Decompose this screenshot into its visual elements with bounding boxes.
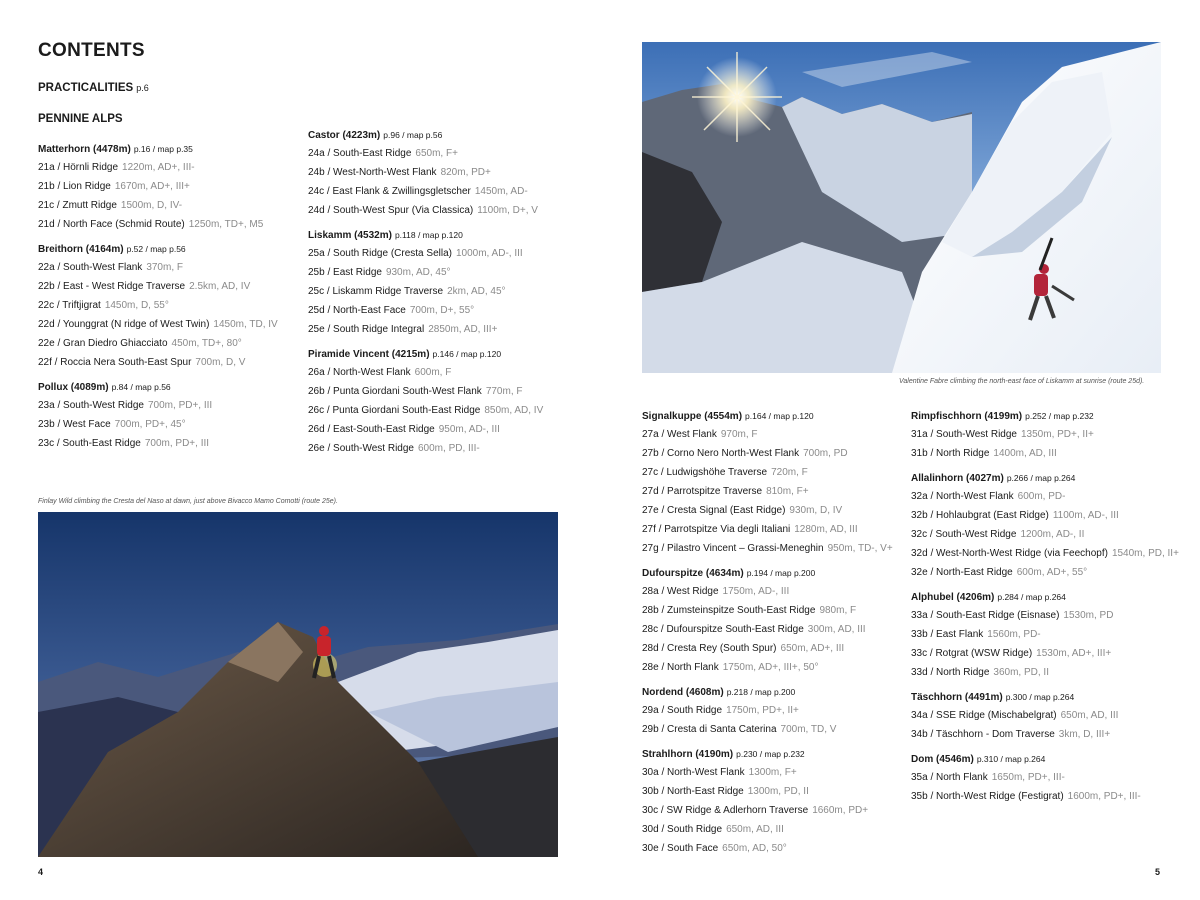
route-detail: 2850m, AD, III+ — [428, 324, 498, 335]
route-entry[interactable] — [38, 217, 278, 232]
route-name: 28e / North Flank — [642, 662, 719, 673]
route-detail: 720m, F — [771, 467, 808, 478]
route-entry[interactable] — [642, 822, 893, 837]
route-detail: 600m, AD+, 55° — [1016, 567, 1088, 578]
route-entry[interactable] — [38, 160, 278, 175]
route-name: 26d / East-South-East Ridge — [308, 424, 435, 435]
mountain-group — [308, 229, 543, 337]
route-name: 22e / Gran Diedro Ghiacciato — [38, 338, 168, 349]
route-name: 21b / Lion Ridge — [38, 181, 111, 192]
mountain-name: Matterhorn (4478m) — [38, 144, 131, 155]
route-entry[interactable] — [911, 770, 1179, 785]
route-entry[interactable] — [642, 603, 893, 618]
route-entry[interactable] — [642, 465, 893, 480]
mountain-name: Täschhorn (4491m) — [911, 692, 1003, 703]
mountain-heading[interactable] — [308, 229, 543, 242]
route-name: 28d / Cresta Rey (South Spur) — [642, 643, 777, 654]
route-detail: 600m, PD- — [1017, 491, 1066, 502]
photo-caption-right: Valentine Fabre climbing the north-east face of Liskamm at sunrise (route 25d). — [899, 378, 1145, 385]
mountain-heading[interactable] — [642, 686, 893, 699]
mountain-name: Rimpfischhorn (4199m) — [911, 411, 1023, 422]
route-entry[interactable] — [911, 427, 1179, 442]
mountain-pages: p.284 / map p.264 — [997, 592, 1066, 602]
route-entry[interactable] — [911, 489, 1179, 504]
route-entry[interactable] — [38, 417, 278, 432]
route-detail: 1750m, PD+, II+ — [726, 705, 799, 716]
route-name: 30a / North-West Flank — [642, 767, 745, 778]
route-entry[interactable] — [911, 665, 1179, 680]
route-entry[interactable] — [911, 527, 1179, 542]
mountain-group — [642, 748, 893, 856]
route-entry[interactable] — [642, 803, 893, 818]
route-detail: 370m, F — [146, 262, 183, 273]
route-name: 21c / Zmutt Ridge — [38, 200, 117, 211]
route-name: 29b / Cresta di Santa Caterina — [642, 724, 777, 735]
route-detail: 1650m, PD+, III- — [991, 772, 1065, 783]
mountain-name: Nordend (4608m) — [642, 687, 724, 698]
mountain-group — [911, 472, 1179, 580]
route-name: 25e / South Ridge Integral — [308, 324, 425, 335]
route-entry[interactable] — [308, 165, 543, 180]
route-detail: 1530m, PD — [1063, 610, 1114, 621]
mountain-group — [38, 243, 278, 370]
route-name: 28b / Zumsteinspitze South-East Ridge — [642, 605, 816, 616]
mountain-pages: p.194 / map p.200 — [746, 568, 816, 578]
route-entry[interactable] — [642, 641, 893, 656]
route-name: 23c / South-East Ridge — [38, 438, 141, 449]
route-detail: 930m, D, IV — [789, 505, 843, 516]
route-detail: 700m, D, V — [195, 357, 246, 368]
route-detail: 970m, F — [720, 429, 758, 440]
mountain-name: Breithorn (4164m) — [38, 244, 124, 255]
route-name: 34b / Täschhorn - Dom Traverse — [911, 729, 1055, 740]
route-detail: 600m, PD, III- — [418, 443, 480, 454]
mountain-group — [38, 143, 278, 232]
mountain-group — [911, 410, 1179, 461]
mountain-heading[interactable] — [308, 129, 543, 142]
route-entry[interactable] — [308, 303, 543, 318]
mountain-group — [642, 567, 893, 675]
contents-column-3 — [642, 410, 893, 867]
mountain-group — [38, 381, 278, 451]
route-name: 24a / South-East Ridge — [308, 148, 412, 159]
mountain-group — [911, 753, 1179, 804]
route-name: 30e / South Face — [642, 843, 719, 854]
route-detail: 1540m, PD, II+ — [1111, 548, 1179, 559]
practicalities-heading[interactable] — [38, 82, 149, 94]
route-entry[interactable] — [38, 260, 278, 275]
page-number-left: 4 — [38, 867, 44, 877]
mountain-group — [308, 348, 543, 456]
route-detail: 1500m, D, IV- — [120, 200, 183, 211]
route-entry[interactable] — [308, 146, 543, 161]
route-detail: 700m, PD — [803, 448, 848, 459]
route-detail: 950m, TD-, V+ — [827, 543, 893, 554]
route-name: 35b / North-West Ridge (Festigrat) — [911, 791, 1064, 802]
route-detail: 1200m, AD-, II — [1020, 529, 1085, 540]
route-name: 21a / Hörnli Ridge — [38, 162, 119, 173]
liskamm-sunrise-illustration — [642, 42, 1161, 373]
route-detail: 850m, AD, IV — [484, 405, 544, 416]
route-entry[interactable] — [911, 546, 1179, 561]
mountain-name: Alphubel (4206m) — [911, 592, 995, 603]
liskamm-sunrise-photo — [642, 42, 1161, 373]
route-detail: 1450m, TD, IV — [213, 319, 278, 330]
route-name: 33a / South-East Ridge (Eisnase) — [911, 610, 1060, 621]
route-entry[interactable] — [642, 541, 893, 556]
route-name: 22a / South-West Flank — [38, 262, 143, 273]
practicalities-label: PRACTICALITIES — [38, 82, 134, 94]
route-name: 27c / Ludwigshöhe Traverse — [642, 467, 768, 478]
route-entry[interactable] — [911, 708, 1179, 723]
climber-dawn-illustration — [38, 512, 558, 857]
mountain-group — [308, 129, 543, 218]
route-detail: 1560m, PD- — [987, 629, 1041, 640]
route-entry[interactable] — [642, 446, 893, 461]
mountain-heading[interactable] — [308, 348, 543, 361]
route-detail: 1670m, AD+, III+ — [114, 181, 190, 192]
route-detail: 1300m, F+ — [748, 767, 797, 778]
route-detail: 1450m, AD- — [474, 186, 528, 197]
practicalities-page: p.6 — [136, 83, 149, 93]
route-name: 33b / East Flank — [911, 629, 984, 640]
route-detail: 700m, PD+, III — [148, 400, 213, 411]
route-entry[interactable] — [308, 284, 543, 299]
route-detail: 1100m, D+, V — [477, 205, 538, 216]
route-detail: 820m, PD+ — [440, 167, 491, 178]
route-name: 29a / South Ridge — [642, 705, 723, 716]
mountain-pages: p.164 / map p.120 — [745, 411, 814, 421]
mountain-name: Strahlhorn (4190m) — [642, 749, 734, 760]
route-entry[interactable] — [308, 403, 543, 418]
contents-column-2 — [308, 129, 543, 467]
route-detail: 2km, AD, 45° — [447, 286, 506, 297]
route-detail: 650m, AD, III — [1060, 710, 1119, 721]
mountain-pages: p.252 / map p.232 — [1025, 411, 1094, 421]
route-detail: 1750m, AD+, III+, 50° — [722, 662, 819, 673]
route-entry[interactable] — [642, 503, 893, 518]
route-detail: 650m, AD+, III — [780, 643, 845, 654]
mountain-name: Piramide Vincent (4215m) — [308, 349, 430, 360]
route-detail: 810m, F+ — [766, 486, 809, 497]
route-entry[interactable] — [642, 484, 893, 499]
route-name: 21d / North Face (Schmid Route) — [38, 219, 185, 230]
route-entry[interactable] — [38, 298, 278, 313]
route-detail: 1750m, AD-, III — [722, 586, 790, 597]
route-entry[interactable] — [308, 441, 543, 456]
route-detail: 700m, PD+, III — [144, 438, 210, 449]
route-entry[interactable] — [642, 522, 893, 537]
route-name: 34a / SSE Ridge (Mischabelgrat) — [911, 710, 1057, 721]
route-entry[interactable] — [642, 703, 893, 718]
mountain-pages: p.146 / map p.120 — [432, 349, 502, 359]
route-name: 33d / North Ridge — [911, 667, 990, 678]
route-detail: 930m, AD, 45° — [385, 267, 451, 278]
route-entry[interactable] — [911, 627, 1179, 642]
mountain-pages: p.230 / map p.232 — [736, 749, 805, 759]
route-name: 27e / Cresta Signal (East Ridge) — [642, 505, 786, 516]
route-entry[interactable] — [38, 336, 278, 351]
route-detail: 300m, AD, III — [807, 624, 866, 635]
page-number-right: 5 — [1155, 867, 1161, 877]
route-name: 30c / SW Ridge & Adlerhorn Traverse — [642, 805, 809, 816]
mountain-name: Castor (4223m) — [308, 130, 381, 141]
route-name: 30b / North-East Ridge — [642, 786, 744, 797]
route-name: 31a / South-West Ridge — [911, 429, 1017, 440]
route-entry[interactable] — [308, 365, 543, 380]
route-name: 23a / South-West Ridge — [38, 400, 144, 411]
route-detail: 980m, F — [819, 605, 857, 616]
route-entry[interactable] — [38, 179, 278, 194]
route-detail: 1450m, D, 55° — [104, 300, 169, 311]
route-name: 22f / Roccia Nera South-East Spur — [38, 357, 192, 368]
route-entry[interactable] — [911, 727, 1179, 742]
mountain-pages: p.52 / map p.56 — [126, 244, 186, 254]
mountain-pages: p.218 / map p.200 — [726, 687, 796, 697]
route-name: 25d / North-East Face — [308, 305, 406, 316]
route-entry[interactable] — [911, 508, 1179, 523]
route-name: 27a / West Flank — [642, 429, 717, 440]
mountain-heading[interactable] — [38, 143, 278, 156]
climber-dawn-photo — [38, 512, 558, 857]
route-detail: 1530m, AD+, III+ — [1036, 648, 1112, 659]
mountain-heading[interactable] — [38, 381, 278, 394]
route-name: 31b / North Ridge — [911, 448, 990, 459]
mountain-group — [911, 691, 1179, 742]
route-detail: 3km, D, III+ — [1058, 729, 1111, 740]
route-entry[interactable] — [308, 322, 543, 337]
mountain-group — [642, 686, 893, 737]
route-detail: 700m, D+, 55° — [409, 305, 475, 316]
mountain-pages: p.266 / map p.264 — [1006, 473, 1076, 483]
route-detail: 600m, F — [414, 367, 452, 378]
route-name: 23b / West Face — [38, 419, 111, 430]
mountain-name: Pollux (4089m) — [38, 382, 109, 393]
mountain-group — [911, 591, 1179, 680]
mountain-heading[interactable] — [642, 567, 893, 580]
route-name: 32b / Hohlaubgrat (East Ridge) — [911, 510, 1049, 521]
mountain-heading[interactable] — [642, 410, 893, 423]
route-detail: 650m, AD, 50° — [722, 843, 787, 854]
route-name: 32e / North-East Ridge — [911, 567, 1013, 578]
route-name: 25c / Liskamm Ridge Traverse — [308, 286, 444, 297]
route-name: 28c / Dufourspitze South-East Ridge — [642, 624, 804, 635]
route-detail: 360m, PD, II — [993, 667, 1049, 678]
route-entry[interactable] — [911, 789, 1179, 804]
photo-caption-left: Finlay Wild climbing the Cresta del Naso at dawn, just above Bivacco Mamo Comotti (route 25e). — [38, 498, 338, 505]
route-detail: 1280m, AD, III — [794, 524, 858, 535]
mountain-name: Liskamm (4532m) — [308, 230, 392, 241]
mountain-heading[interactable] — [911, 591, 1179, 604]
route-detail: 1100m, AD-, III — [1052, 510, 1119, 521]
mountain-heading[interactable] — [642, 748, 893, 761]
route-entry[interactable] — [642, 841, 893, 856]
route-name: 32d / West-North-West Ridge (via Feechopf) — [911, 548, 1108, 559]
route-name: 22c / Triftjigrat — [38, 300, 101, 311]
route-detail: 700m, PD+, 45° — [114, 419, 186, 430]
mountain-name: Signalkuppe (4554m) — [642, 411, 743, 422]
route-name: 24d / South-West Spur (Via Classica) — [308, 205, 474, 216]
contents-column-1 — [38, 143, 278, 462]
route-name: 35a / North Flank — [911, 772, 988, 783]
route-name: 25b / East Ridge — [308, 267, 382, 278]
route-entry[interactable] — [308, 203, 543, 218]
route-entry[interactable] — [642, 584, 893, 599]
route-name: 27f / Parrotspitze Via degli Italiani — [642, 524, 791, 535]
route-entry[interactable] — [911, 608, 1179, 623]
route-name: 27g / Pilastro Vincent – Grassi-Meneghin — [642, 543, 824, 554]
route-entry[interactable] — [308, 184, 543, 199]
route-detail: 1250m, TD+, M5 — [188, 219, 264, 230]
route-detail: 1350m, PD+, II+ — [1021, 429, 1094, 440]
route-detail: 700m, TD, V — [780, 724, 837, 735]
mountain-pages: p.300 / map p.264 — [1005, 692, 1075, 702]
route-name: 22b / East - West Ridge Traverse — [38, 281, 186, 292]
route-detail: 650m, AD, III — [726, 824, 784, 835]
route-detail: 1660m, PD+ — [812, 805, 869, 816]
route-name: 28a / West Ridge — [642, 586, 719, 597]
route-detail: 2.5km, AD, IV — [189, 281, 251, 292]
section-heading: PENNINE ALPS — [38, 113, 123, 125]
mountain-heading[interactable] — [911, 472, 1179, 485]
route-detail: 1600m, PD+, III- — [1067, 791, 1141, 802]
route-name: 26e / South-West Ridge — [308, 443, 414, 454]
contents-column-4 — [911, 410, 1179, 815]
route-entry[interactable] — [38, 436, 278, 451]
route-name: 26a / North-West Flank — [308, 367, 411, 378]
route-detail: 1220m, AD+, III- — [122, 162, 195, 173]
route-entry[interactable] — [642, 427, 893, 442]
mountain-pages: p.310 / map p.264 — [976, 754, 1046, 764]
route-entry[interactable] — [38, 198, 278, 213]
mountain-name: Dufourspitze (4634m) — [642, 568, 744, 579]
route-name: 30d / South Ridge — [642, 824, 723, 835]
route-name: 24b / West-North-West Flank — [308, 167, 437, 178]
route-entry[interactable] — [911, 646, 1179, 661]
route-entry[interactable] — [642, 765, 893, 780]
route-detail: 950m, AD-, III — [438, 424, 500, 435]
route-entry[interactable] — [38, 398, 278, 413]
route-entry[interactable] — [642, 622, 893, 637]
route-name: 33c / Rotgrat (WSW Ridge) — [911, 648, 1033, 659]
route-detail: 450m, TD+, 80° — [171, 338, 242, 349]
route-detail: 1400m, AD, III — [993, 448, 1057, 459]
route-name: 25a / South Ridge (Cresta Sella) — [308, 248, 452, 259]
route-detail: 1300m, PD, II — [747, 786, 809, 797]
route-entry[interactable] — [642, 722, 893, 737]
route-entry[interactable] — [308, 384, 543, 399]
mountain-pages: p.16 / map p.35 — [133, 144, 193, 154]
route-entry[interactable] — [308, 422, 543, 437]
route-detail: 1000m, AD-, III — [455, 248, 523, 259]
mountain-heading[interactable] — [911, 410, 1179, 423]
route-name: 26b / Punta Giordani South-West Flank — [308, 386, 482, 397]
page-title: CONTENTS — [38, 40, 145, 61]
route-name: 22d / Younggrat (N ridge of West Twin) — [38, 319, 210, 330]
mountain-group — [642, 410, 893, 556]
route-entry[interactable] — [911, 446, 1179, 461]
mountain-heading[interactable] — [911, 753, 1179, 766]
mountain-heading[interactable] — [911, 691, 1179, 704]
route-entry[interactable] — [642, 784, 893, 799]
route-entry[interactable] — [911, 565, 1179, 580]
route-detail: 650m, F+ — [415, 148, 458, 159]
route-name: 27b / Corno Nero North-West Flank — [642, 448, 800, 459]
mountain-pages: p.84 / map p.56 — [111, 382, 171, 392]
route-name: 32a / North-West Flank — [911, 491, 1014, 502]
mountain-pages: p.96 / map p.56 — [383, 130, 443, 140]
route-entry[interactable] — [308, 246, 543, 261]
mountain-heading[interactable] — [38, 243, 278, 256]
route-entry[interactable] — [38, 317, 278, 332]
mountain-name: Dom (4546m) — [911, 754, 974, 765]
route-name: 27d / Parrotspitze Traverse — [642, 486, 763, 497]
route-entry[interactable] — [642, 660, 893, 675]
route-name: 32c / South-West Ridge — [911, 529, 1017, 540]
route-entry[interactable] — [38, 355, 278, 370]
mountain-pages: p.118 / map p.120 — [394, 230, 463, 240]
route-detail: 770m, F — [485, 386, 523, 397]
route-name: 24c / East Flank & Zwillingsgletscher — [308, 186, 471, 197]
mountain-name: Allalinhorn (4027m) — [911, 473, 1004, 484]
route-entry[interactable] — [38, 279, 278, 294]
route-entry[interactable] — [308, 265, 543, 280]
route-name: 26c / Punta Giordani South-East Ridge — [308, 405, 481, 416]
